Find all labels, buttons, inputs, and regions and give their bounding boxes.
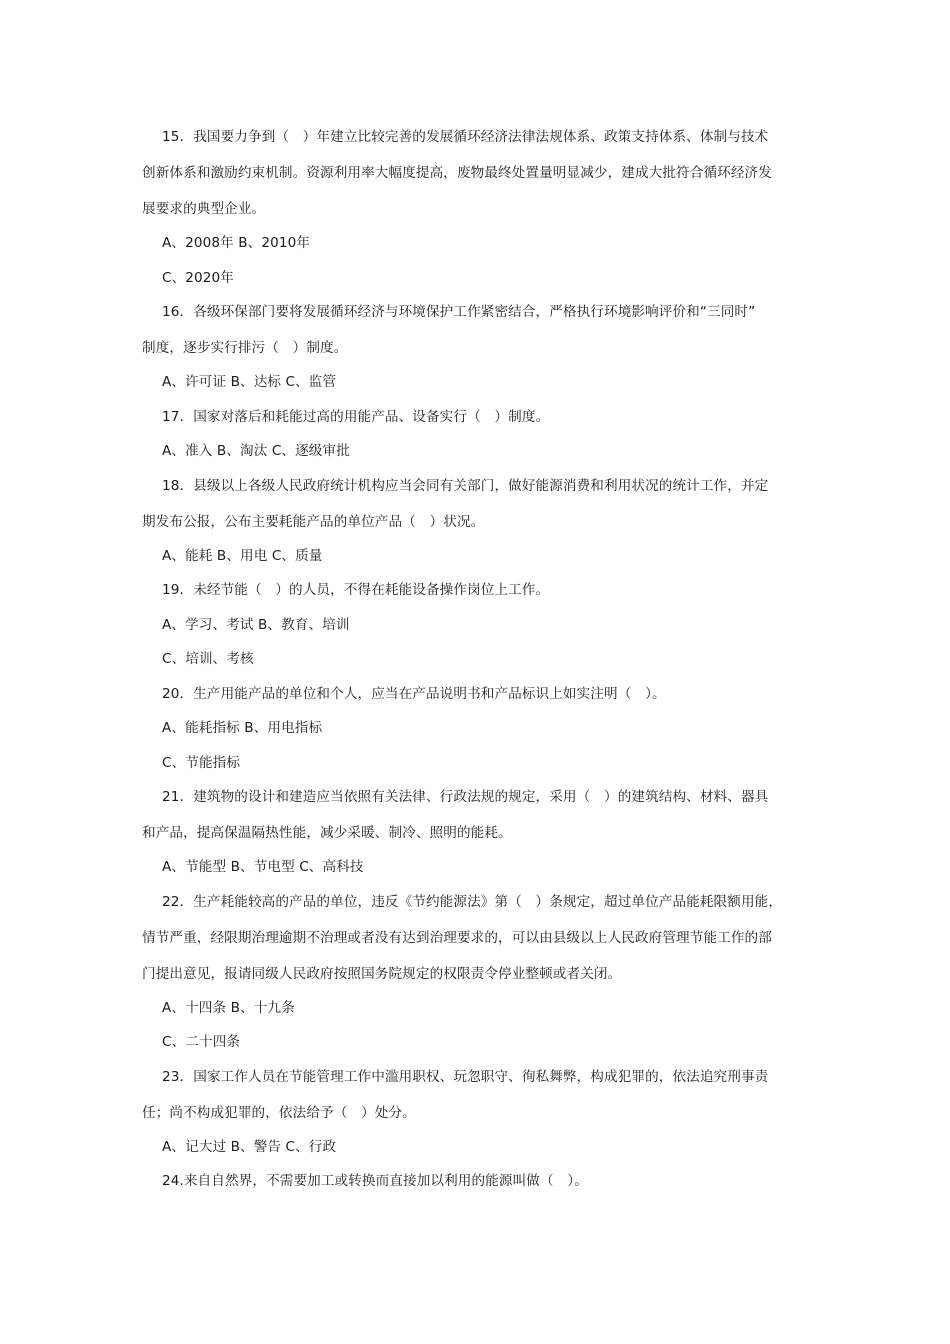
text-line: A、记大过 B、警告 C、行政 bbox=[162, 1138, 337, 1155]
text-line: A、学习、考试 B、教育、培训 bbox=[162, 616, 350, 633]
question-text-line: 制度，逐步实行排污（ ）制度。 bbox=[142, 340, 348, 356]
text-line: C、节能指标 bbox=[162, 754, 241, 771]
text-line: C、2020年 bbox=[162, 269, 234, 286]
text-line: A、许可证 B、达标 C、监管 bbox=[162, 374, 337, 390]
question-text-line: 21．建筑物的设计和建造应当依照有关法律、行政法规的规定，采用（ ）的建筑结构、材料、器具 bbox=[162, 789, 769, 805]
question-text-line: 23．国家工作人员在节能管理工作中滥用职权、玩忽职守、徇私舞弊，构成犯罪的，依法追究刑事责 bbox=[162, 1068, 769, 1085]
text-line: C、培训、考核 bbox=[162, 651, 254, 667]
text-line: 19．未经节能（ ）的人员，不得在耗能设备操作岗位上工作。 bbox=[162, 582, 550, 598]
question-text-line: 门提出意见，报请同级人民政府按照国务院规定的权限责令停业整顿或者关闭。 bbox=[142, 965, 622, 982]
question-text-line: 任；尚不构成犯罪的，依法给予（ ）处分。 bbox=[142, 1104, 416, 1121]
question-text-line: 期发布公报，公布主要耗能产品的单位产品（ ）状况。 bbox=[142, 513, 485, 530]
text-line: 17．国家对落后和耗能过高的用能产品、设备实行（ ）制度。 bbox=[162, 408, 550, 425]
question-text-line: 18．县级以上各级人民政府统计机构应当会同有关部门，做好能源消费和利用状况的统计工作，并定 bbox=[162, 477, 769, 494]
text-line: 20．生产用能产品的单位和个人，应当在产品说明书和产品标识上如实注明（ ）。 bbox=[162, 685, 666, 702]
question-text-line: 和产品，提高保温隔热性能，减少采暖、制冷、照明的能耗。 bbox=[142, 825, 512, 841]
question-text-line: 展要求的典型企业。 bbox=[142, 201, 266, 217]
question-text-line: 创新体系和激励约束机制。资源利用率大幅度提高，废物最终处置量明显减少，建成大批符合循环经济发 bbox=[142, 165, 772, 181]
question-text-line: 16．各级环保部门要将发展循环经济与环境保护工作紧密结合，严格执行环境影响评价和“三同时” bbox=[162, 304, 756, 320]
text-line: 24.来自自然界，不需要加工或转换而直接加以利用的能源叫做（ ）。 bbox=[162, 1173, 588, 1189]
text-line: A、2008年 B、2010年 bbox=[162, 235, 311, 251]
text-line: C、二十四条 bbox=[162, 1034, 241, 1050]
question-text-line: 15．我国要力争到（ ）年建立比较完善的发展循环经济法律法规体系、政策支持体系、体制与技术 bbox=[162, 129, 769, 145]
text-line: A、节能型 B、节电型 C、高科技 bbox=[162, 859, 364, 875]
text-line: A、准入 B、淘汰 C、逐级审批 bbox=[162, 443, 350, 459]
text-line: A、十四条 B、十九条 bbox=[162, 999, 295, 1016]
text-line: A、能耗指标 B、用电指标 bbox=[162, 720, 323, 736]
question-text-line: 情节严重，经限期治理逾期不治理或者没有达到治理要求的，可以由县级以上人民政府管理节能工作的部 bbox=[142, 929, 772, 946]
question-list bbox=[142, 124, 808, 1203]
question-text-line: 22．生产耗能较高的产品的单位，违反《节约能源法》第（ ）条规定，超过单位产品能耗限额用能， bbox=[162, 893, 783, 910]
text-line: A、能耗 B、用电 C、质量 bbox=[162, 547, 323, 564]
